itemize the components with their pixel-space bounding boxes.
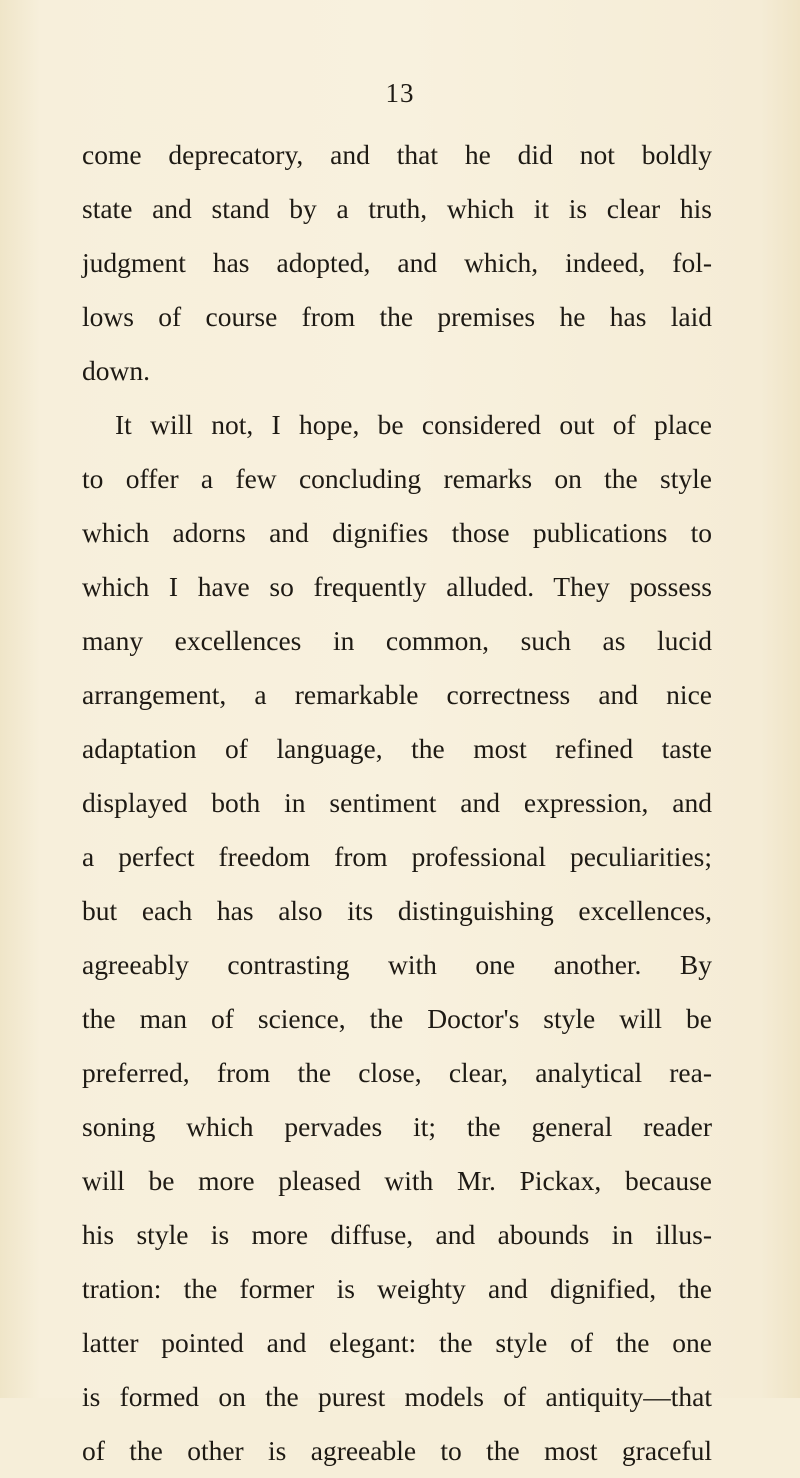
text-line: many excellences in common, such as lucid — [82, 625, 712, 656]
body-text — [82, 128, 712, 1478]
text-line: of the other is agreeable to the most graceful — [82, 1435, 712, 1466]
text-line: tration: the former is weighty and dignified, the — [82, 1273, 712, 1304]
text-line: latter pointed and elegant: the style of the one — [82, 1327, 712, 1358]
text-line: but each has also its distinguishing excellences, — [82, 895, 712, 926]
paragraph-first-line: It will not, I hope, be considered out of place — [115, 409, 712, 440]
text-line: adaptation of language, the most refined taste — [82, 733, 712, 764]
page-number: 13 — [385, 78, 415, 108]
text-line: come deprecatory, and that he did not boldly — [82, 139, 712, 170]
text-line: to offer a few concluding remarks on the style — [82, 463, 712, 494]
text-line: down. — [82, 355, 150, 386]
text-line: displayed both in sentiment and expression, and — [82, 787, 712, 818]
text-line: will be more pleased with Mr. Pickax, because — [82, 1165, 712, 1196]
text-line: which adorns and dignifies those publications to — [82, 517, 712, 548]
text-line: agreeably contrasting with one another. By — [82, 949, 712, 980]
text-line: which I have so frequently alluded. They possess — [82, 571, 712, 602]
text-line: is formed on the purest models of antiquity—that — [82, 1381, 712, 1412]
text-line: judgment has adopted, and which, indeed, fol- — [82, 247, 712, 278]
text-line: arrangement, a remarkable correctness and nice — [82, 679, 712, 710]
text-line: the man of science, the Doctor's style will be — [82, 1003, 712, 1034]
text-line: his style is more diffuse, and abounds in illus- — [82, 1219, 712, 1250]
text-line: soning which pervades it; the general reader — [82, 1111, 712, 1142]
text-line: state and stand by a truth, which it is clear his — [82, 193, 712, 224]
text-line: lows of course from the premises he has laid — [82, 301, 712, 332]
text-line: preferred, from the close, clear, analytical rea- — [82, 1057, 712, 1088]
text-line: a perfect freedom from professional peculiarities; — [82, 841, 712, 872]
